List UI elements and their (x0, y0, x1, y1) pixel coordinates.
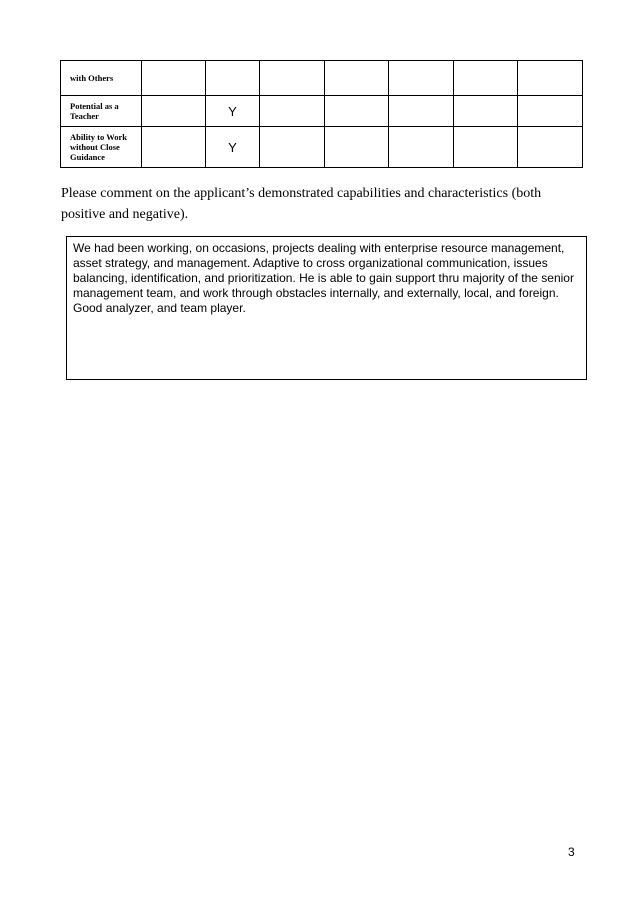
rating-cell (142, 127, 206, 168)
comment-box: We had been working, on occasions, projects dealing with enterprise resource management, asset strategy, and management. Adaptive to cross organizational communication, issues balancing, identification, and prioritization. He is able to gain support thru majority of the senior management team, and work through obstacles internally, and externally, local, and foreign. Good analyzer, and team player. (66, 236, 587, 380)
rating-cell (325, 61, 389, 96)
rating-cell (260, 127, 325, 168)
rating-cell (206, 61, 260, 96)
table-row (61, 61, 583, 96)
rating-cell (325, 96, 389, 127)
rating-cell (389, 127, 454, 168)
rating-cell: Y (206, 127, 260, 168)
rating-cell (518, 96, 583, 127)
table-row (61, 96, 583, 127)
rating-label: Ability to Work without Close Guidance (61, 127, 142, 168)
rating-cell (389, 96, 454, 127)
rating-cell (389, 61, 454, 96)
rating-cell (454, 61, 518, 96)
rating-cell (142, 96, 206, 127)
rating-cell (454, 127, 518, 168)
rating-cell (518, 61, 583, 96)
rating-cell (325, 127, 389, 168)
rating-cell: Y (206, 96, 260, 127)
table-row (61, 127, 583, 168)
rating-cell (260, 61, 325, 96)
rating-cell (518, 127, 583, 168)
ratings-table (60, 60, 583, 168)
page-number: 3 (568, 845, 575, 859)
rating-label: Potential as a Teacher (61, 96, 142, 127)
rating-cell (454, 96, 518, 127)
rating-label: with Others (61, 61, 142, 96)
rating-cell (260, 96, 325, 127)
rating-cell (142, 61, 206, 96)
comment-prompt: Please comment on the applicant’s demonstrated capabilities and characteristics (both positive and negative). (61, 186, 542, 222)
